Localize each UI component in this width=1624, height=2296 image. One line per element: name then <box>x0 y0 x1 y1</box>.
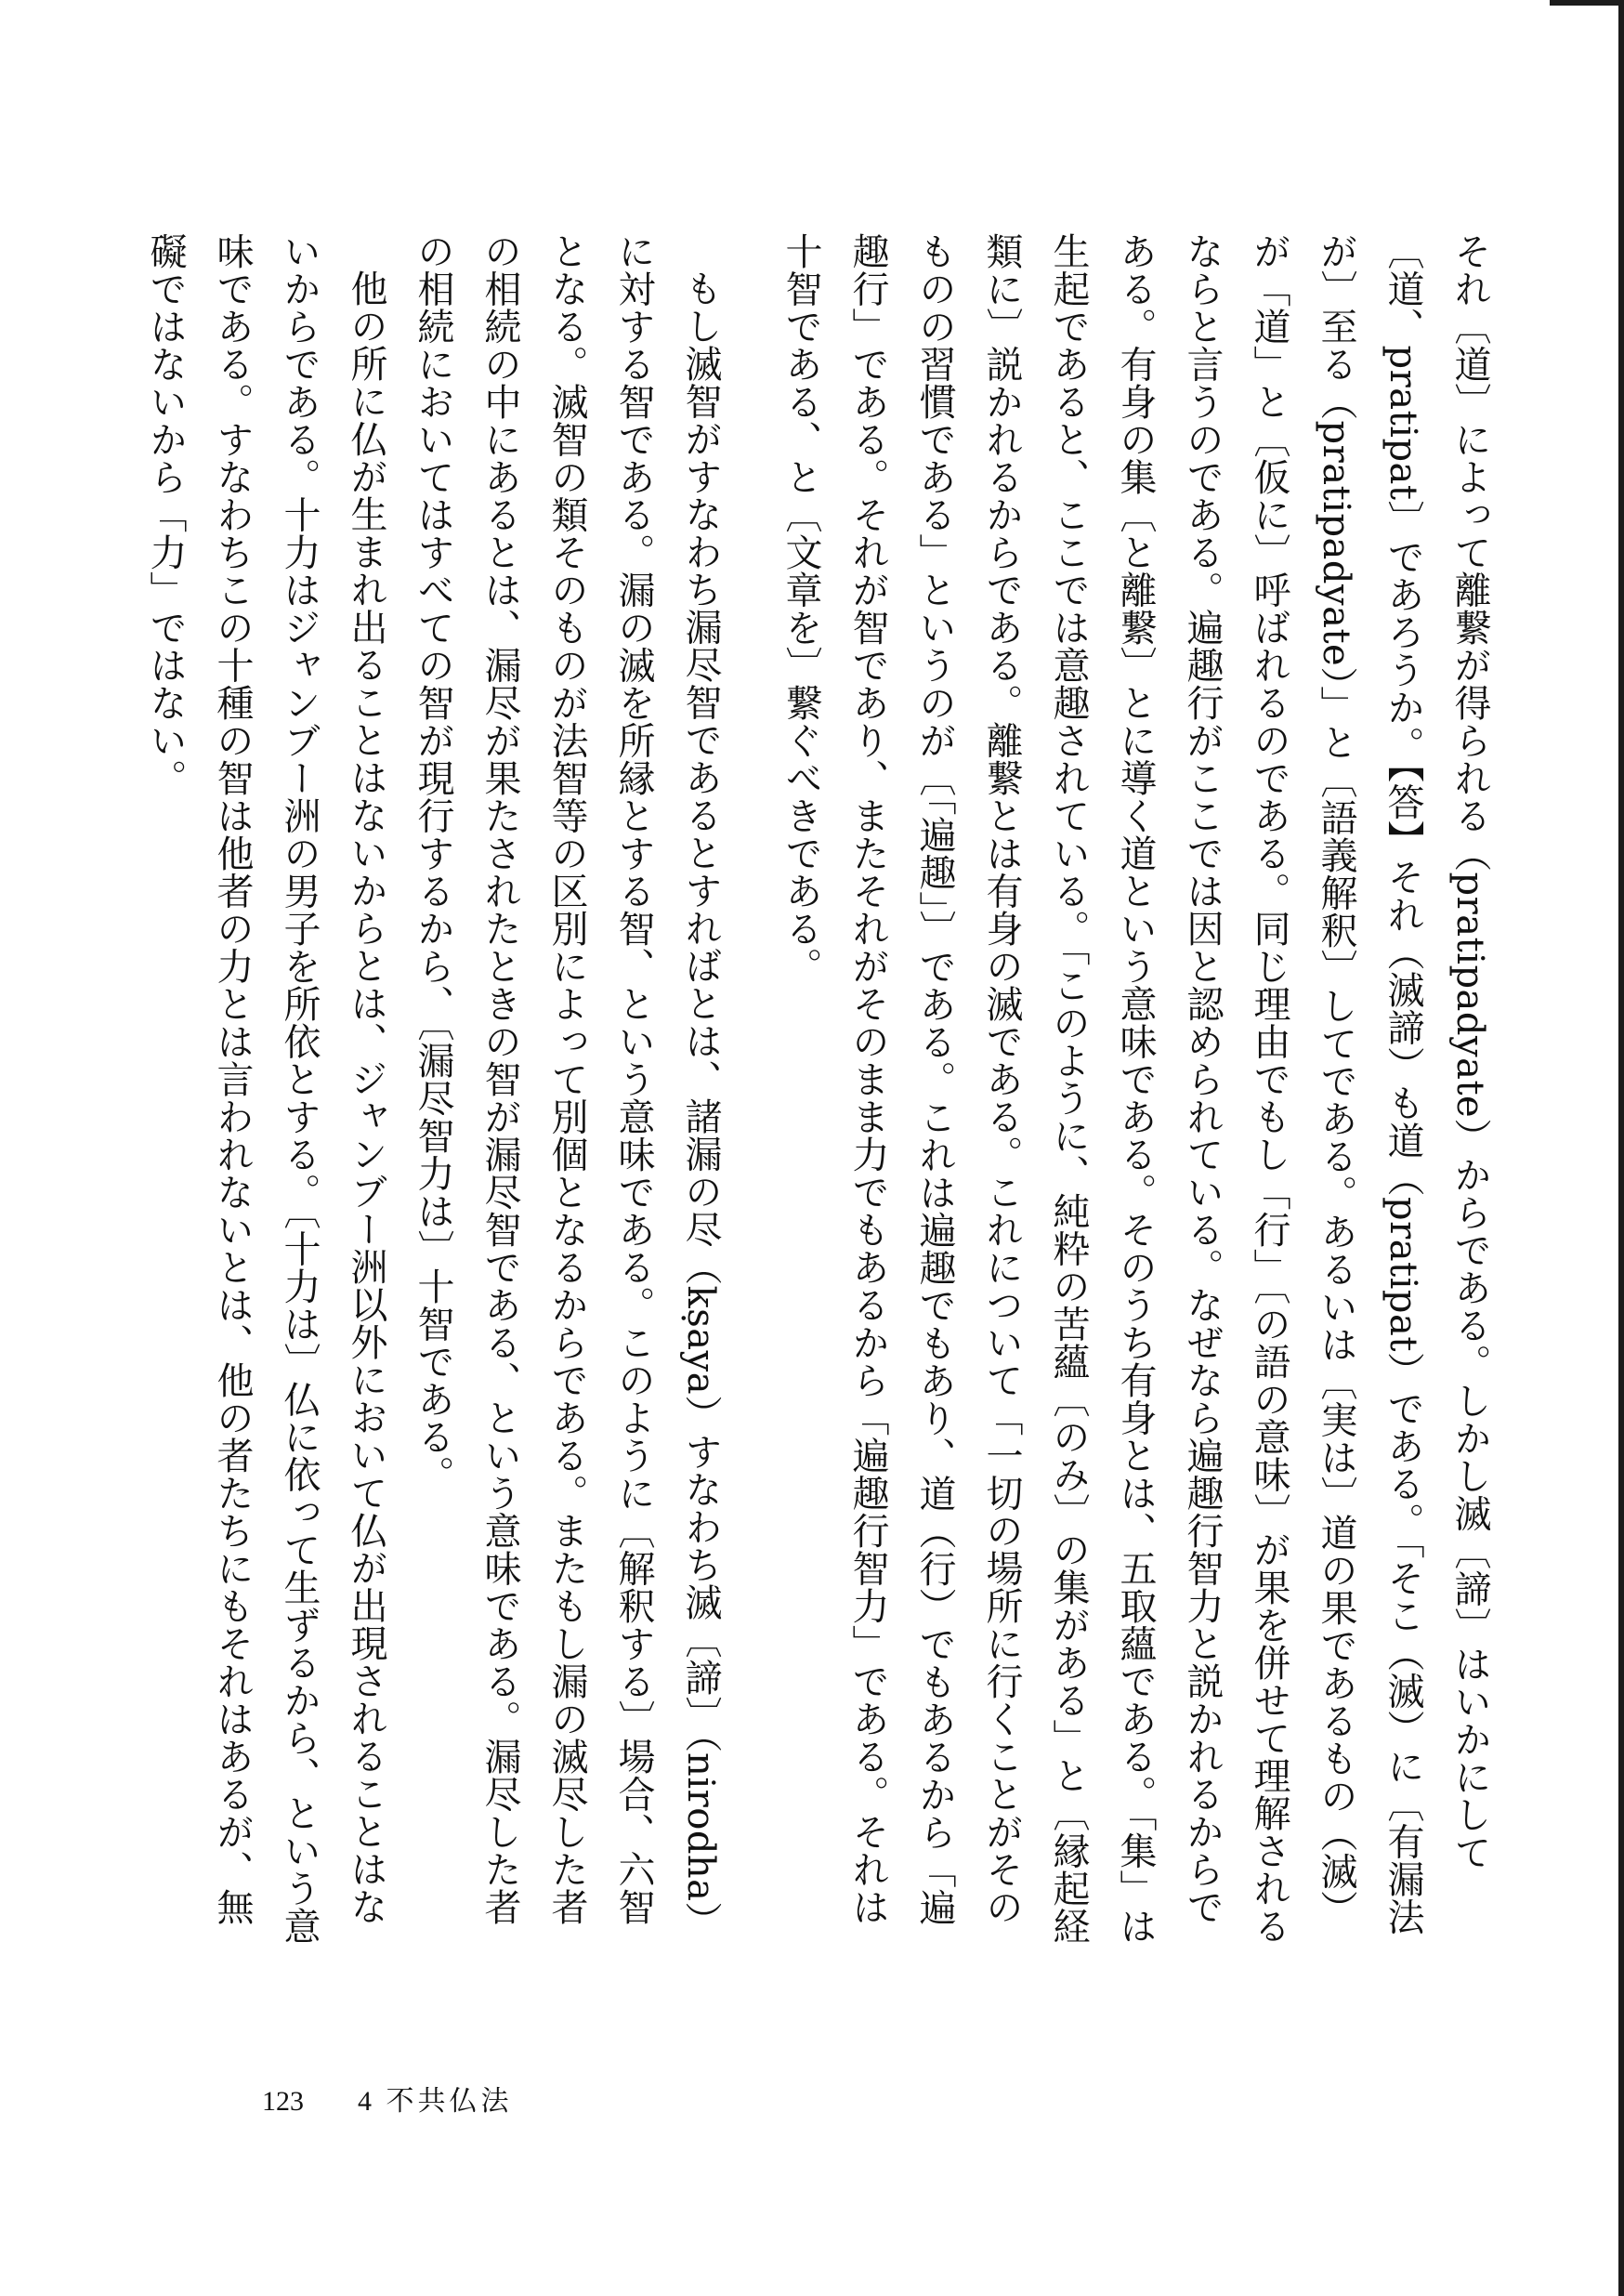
page-number: 123 <box>262 2086 304 2117</box>
page-corner-shadow <box>1550 0 1624 6</box>
paragraph: もし滅智がすなわち漏尽智であるとすればとは、諸漏の尽（kṣaya）すなわち滅〔諦〕（nirodha）に対する智である。漏の滅を所縁とする智、という意味である。このように〔解釈する〕場合、六智となる。滅智の類そのものが法智等の区別によって別個となるからである。またもし漏の滅尽した者の相続の中にあるとは、漏尽が果たされたときの智が漏尽智である、という意味である。漏尽した者の相続においてはすべての智が現行するから、〔漏尽智力は〕十智である。 <box>412 232 722 1940</box>
body-text <box>132 232 1503 1951</box>
paragraph: それ〔道〕によって離繋が得られる（pratipadyate）からである。しかし滅〔諦〕はいかにして〔道、pratipat〕であろうか。【答】それ（滅諦）も道（pratipat）である。「そこ（滅）に〔有漏法が〕至る（pratipadyate）」と〔語義解釈〕してである。あるいは〔実は〕道の果であるもの（滅）が「道」と〔仮に〕呼ばれるのである。同じ理由でもし「行」〔の語の意味〕が果を併せて理解されるならと言うのである。遍趣行がここでは因と認められている。なぜなら遍趣行智力と説かれるからである。有身の集〔と離繋〕とに導く道という意味である。そのうち有身とは、五取蘊である。「集」は生起であると、ここでは意趣されている。「このように、純粋の苦蘊〔のみ〕の集がある」と〔縁起経類に〕説かれるからである。離繋とは有身の滅である。これについて「一切の場所に行くことがそのものの習慣である」というのが〔「遍趣」〕である。これは遍趣でもあり、道（行）でもあるから「遍趣行」である。それが智であり、またそれがそのまま力でもあるから「遍趣行智力」である。それは十智である、と〔文章を〕繋ぐべきである。 <box>779 232 1491 1945</box>
page-footer <box>262 2078 513 2119</box>
page-edge-shadow <box>1618 0 1624 2296</box>
section-title: 4 不共仏法 <box>358 2086 513 2117</box>
paragraph: 他の所に仏が生まれ出ることはないからとは、ジャンブー洲以外において仏が出現されることはないからである。十力はジャンブー洲の男子を所依とする。〔十力は〕仏に依って生ずるから、という意味である。すなわちこの十種の智は他者の力とは言われないとは、他の者たちにもそれはあるが、無礙ではないから「力」ではない。 <box>144 232 387 1945</box>
